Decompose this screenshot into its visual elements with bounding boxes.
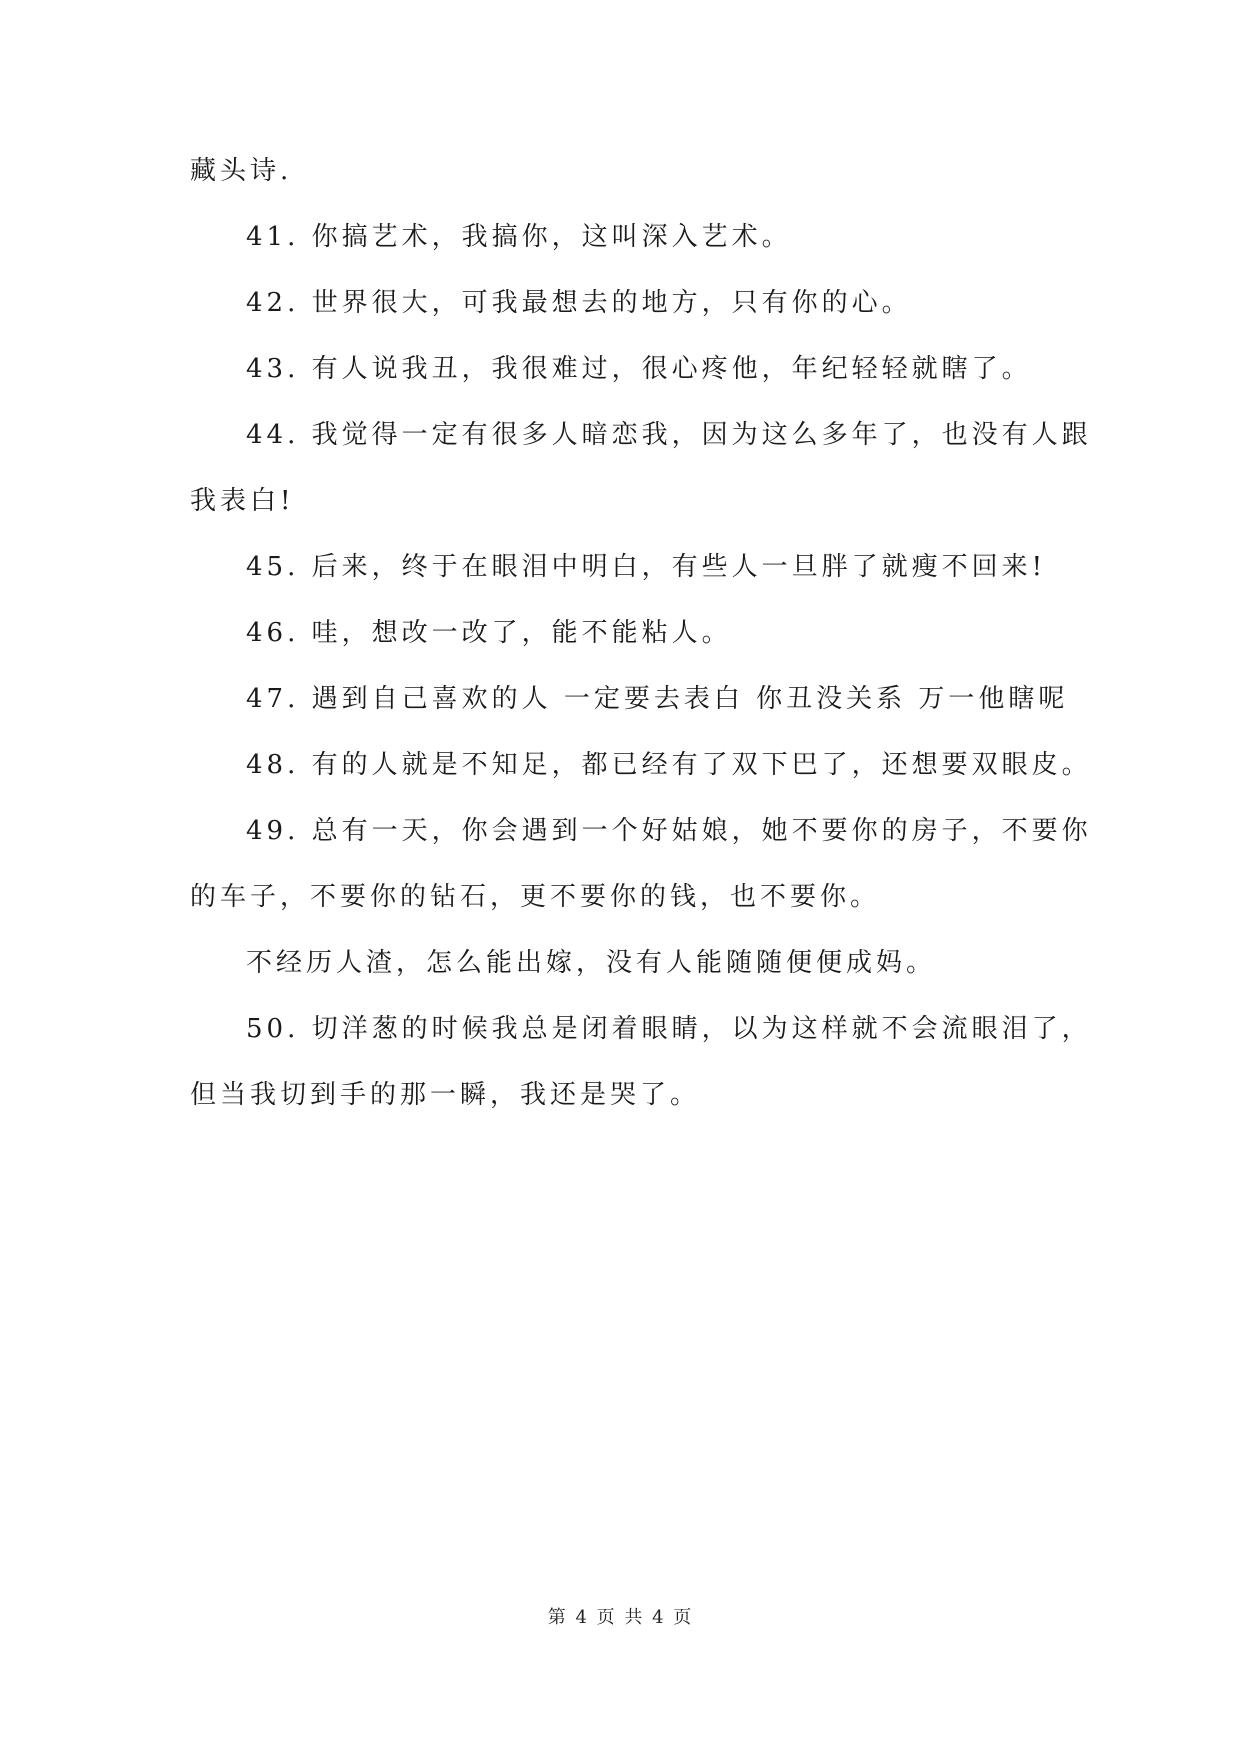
text-line: 41. 你搞艺术，我搞你，这叫深入艺术。	[246, 222, 792, 252]
text-line: 但当我切到手的那一瞬，我还是哭了。	[190, 1080, 701, 1110]
text-line: 50. 切洋葱的时候我总是闭着眼睛，以为这样就不会流眼泪了，	[246, 1014, 1092, 1044]
text-line: 44. 我觉得一定有很多人暗恋我，因为这么多年了，也没有人跟	[246, 420, 1092, 450]
document-body	[190, 138, 1092, 1128]
text-line: 不经历人渣，怎么能出嫁，没有人能随随便便成妈。	[246, 948, 937, 978]
text-line: 45. 后来，终于在眼泪中明白，有些人一旦胖了就瘦不回来!	[246, 552, 1047, 582]
text-line: 藏头诗.	[190, 156, 293, 186]
text-line: 42. 世界很大，可我最想去的地方，只有你的心。	[246, 288, 912, 318]
text-line: 的车子，不要你的钻石，更不要你的钱，也不要你。	[190, 882, 881, 912]
page-number-footer: 第 4 页 共 4 页	[547, 1607, 694, 1628]
text-line: 49. 总有一天，你会遇到一个好姑娘，她不要你的房子，不要你	[246, 816, 1092, 846]
text-line: 47. 遇到自己喜欢的人 一定要去表白 你丑没关系 万一他瞎呢	[246, 684, 1069, 714]
text-line: 46. 哇，想改一改了，能不能粘人。	[246, 618, 732, 648]
text-line: 43. 有人说我丑，我很难过，很心疼他，年纪轻轻就瞎了。	[246, 354, 1032, 384]
text-line: 48. 有的人就是不知足，都已经有了双下巴了，还想要双眼皮。	[246, 750, 1092, 780]
text-line: 我表白!	[190, 486, 295, 516]
